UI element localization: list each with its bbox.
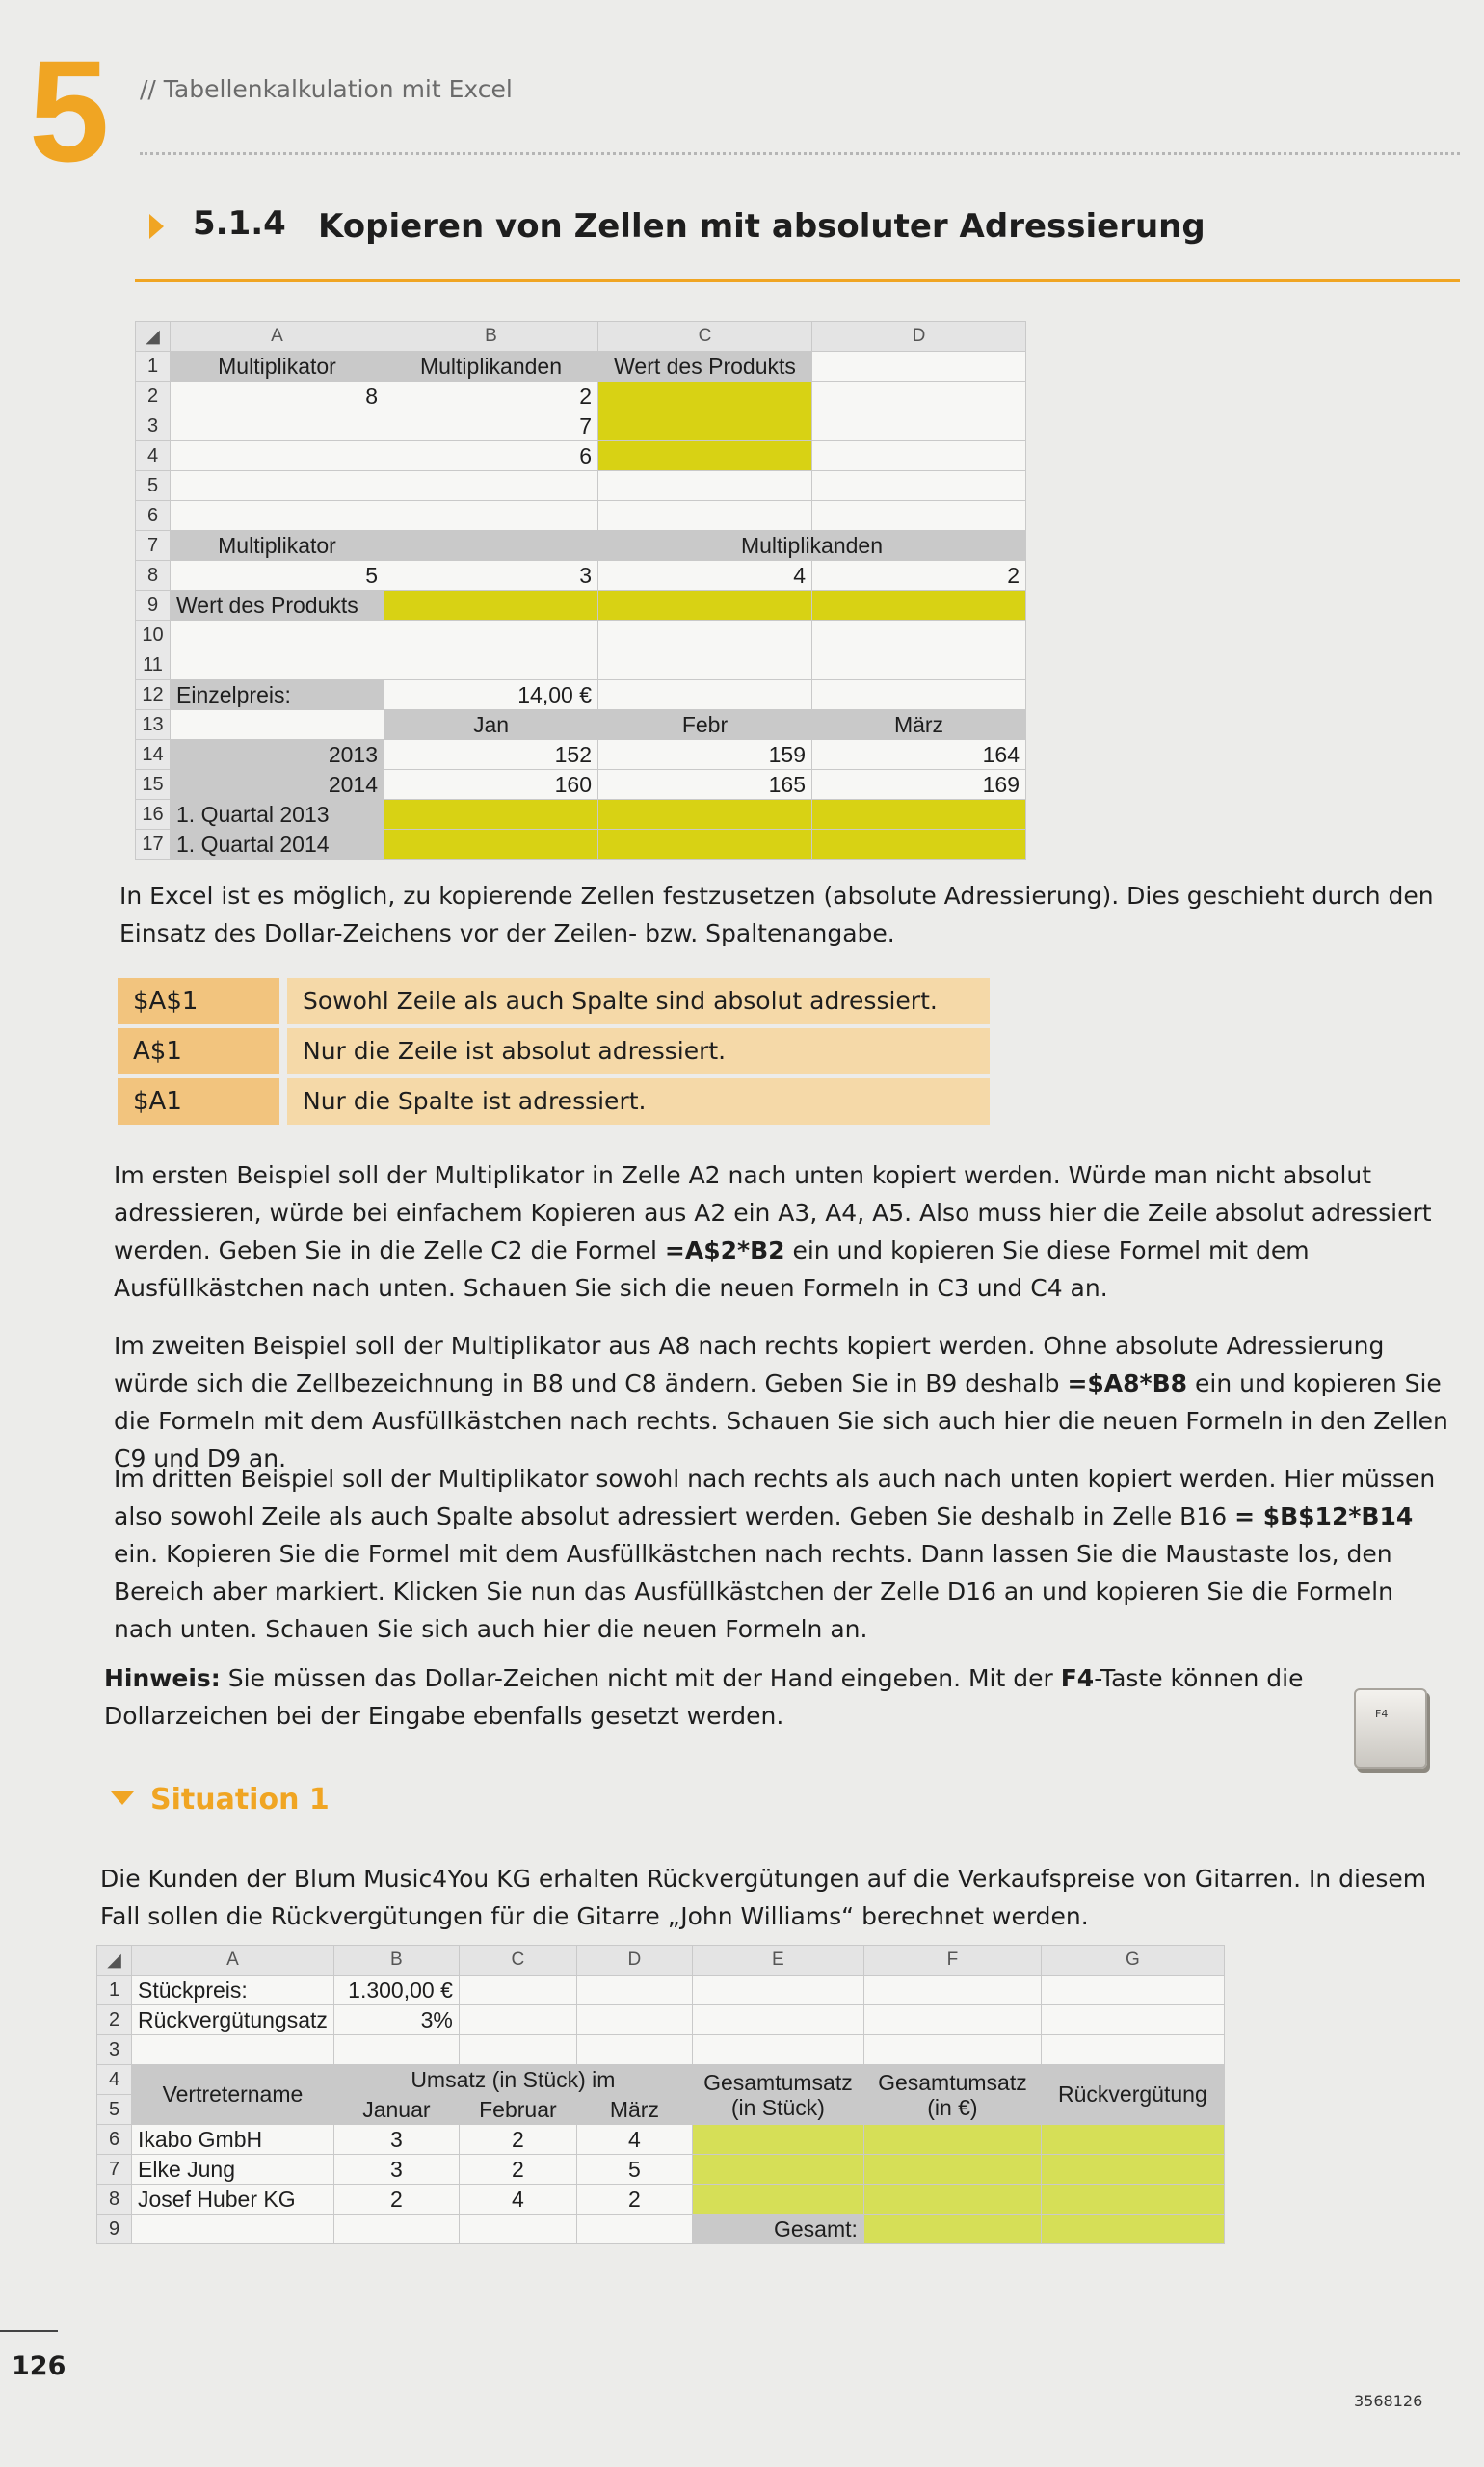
header-maerz: März [576, 2095, 692, 2125]
cell-d4 [812, 441, 1026, 471]
cell [459, 1976, 576, 2005]
cell [384, 501, 598, 531]
addressing-key: A$1 [118, 1028, 279, 1074]
row-header: 3 [97, 2035, 132, 2065]
table-row [97, 1976, 1225, 2005]
corner-cell: ◢ [97, 1946, 132, 1976]
paragraph-text: Im dritten Beispiel soll der Multiplikator sowohl nach rechts als auch nach unten kopiert werden. Hier müssen also sowohl Zeile als auch Spalte absolut adressiert werden. Geben Sie deshalb in Zelle B16 [114, 1465, 1436, 1530]
cell-maerz: 2 [576, 2185, 692, 2215]
cell [812, 501, 1026, 531]
formula: =$A8*B8 [1067, 1369, 1188, 1397]
paragraph-text: ein und kopieren Sie diese Formel mit dem Ausfüllkästchen nach unten. Schauen Sie sich die neuen Formeln in C3 und C4 an. [114, 1236, 1310, 1302]
table-row [136, 411, 1026, 441]
table-row [136, 561, 1026, 591]
cell [132, 2035, 334, 2065]
cell-b4: 6 [384, 441, 598, 471]
section-arrow-icon [149, 214, 164, 239]
column-header: C [459, 1946, 576, 1976]
cell-b16 [384, 800, 598, 830]
table-row [136, 800, 1026, 830]
row-header: 2 [97, 2005, 132, 2035]
cell-result [692, 2155, 863, 2185]
cell-b15: 160 [384, 770, 598, 800]
cell [333, 2215, 459, 2244]
addressing-description: Nur die Zeile ist absolut adressiert. [287, 1028, 990, 1074]
header-gesamt-euro: Gesamtumsatz (in €) [863, 2065, 1041, 2125]
table-row [97, 2065, 1225, 2095]
row-header: 8 [97, 2185, 132, 2215]
cell-result [692, 2185, 863, 2215]
row-header: 14 [136, 740, 171, 770]
cell-a17: 1. Quartal 2014 [171, 830, 384, 860]
cell [171, 710, 384, 740]
cell [384, 621, 598, 650]
cell-c1: Wert des Produkts [598, 352, 812, 382]
cell-b9 [384, 591, 598, 621]
section-number: 5.1.4 [193, 204, 286, 243]
cell-result [1041, 2125, 1224, 2155]
cell-a15: 2014 [171, 770, 384, 800]
vertreter-name: Ikabo GmbH [132, 2125, 334, 2155]
cell-d3 [812, 411, 1026, 441]
column-header-row [97, 1946, 1225, 1976]
table-row [97, 2155, 1225, 2185]
addressing-key: $A$1 [118, 978, 279, 1024]
breadcrumb: // Tabellenkalkulation mit Excel [140, 75, 513, 103]
cell-maerz: 5 [576, 2155, 692, 2185]
section-title: Kopieren von Zellen mit absoluter Adressierung [318, 207, 1206, 246]
cell-d16 [812, 800, 1026, 830]
addressing-row [118, 978, 990, 1024]
cell-result [863, 2185, 1041, 2215]
cell-b17 [384, 830, 598, 860]
column-header-row [136, 322, 1026, 352]
situation-title: Situation 1 [150, 1783, 330, 1817]
cell-a1: Stückpreis: [132, 1976, 334, 2005]
table-row [136, 710, 1026, 740]
cell-d14: 164 [812, 740, 1026, 770]
cell-a3 [171, 411, 384, 441]
cell-c14: 159 [598, 740, 812, 770]
row-header: 10 [136, 621, 171, 650]
cell [598, 621, 812, 650]
cell-result [863, 2125, 1041, 2155]
cell-c16 [598, 800, 812, 830]
cell-d1 [812, 352, 1026, 382]
cell [812, 621, 1026, 650]
paragraph-text: Sie müssen das Dollar-Zeichen nicht mit der Hand eingeben. Mit der [220, 1664, 1061, 1692]
cell-c4 [598, 441, 812, 471]
table-row [136, 441, 1026, 471]
table-row [136, 382, 1026, 411]
table-row [136, 501, 1026, 531]
row-header: 9 [136, 591, 171, 621]
row-header: 7 [97, 2155, 132, 2185]
table-row [136, 352, 1026, 382]
cell [598, 680, 812, 710]
cell [576, 2215, 692, 2244]
table-row [136, 650, 1026, 680]
row-header: 3 [136, 411, 171, 441]
cell-januar: 3 [333, 2155, 459, 2185]
example-1-paragraph [114, 1156, 1458, 1307]
cell [459, 2005, 576, 2035]
cell [171, 650, 384, 680]
cell-b7 [384, 531, 598, 561]
hint-paragraph [104, 1659, 1309, 1735]
column-header: A [171, 322, 384, 352]
vertreter-name: Elke Jung [132, 2155, 334, 2185]
cell-januar: 2 [333, 2185, 459, 2215]
row-header: 1 [136, 352, 171, 382]
cell-gesamt-label: Gesamt: [692, 2215, 863, 2244]
row-header: 11 [136, 650, 171, 680]
cell [459, 2035, 576, 2065]
cell-d15: 169 [812, 770, 1026, 800]
column-header: G [1041, 1946, 1224, 1976]
cell-result [863, 2215, 1041, 2244]
cell-c7: Multiplikanden [598, 531, 1026, 561]
cell-maerz: 4 [576, 2125, 692, 2155]
cell-b8: 3 [384, 561, 598, 591]
cell-januar: 3 [333, 2125, 459, 2155]
cell-b2: 2 [384, 382, 598, 411]
cell-a2: 8 [171, 382, 384, 411]
header-divider [140, 152, 1460, 155]
row-header: 8 [136, 561, 171, 591]
cell [598, 650, 812, 680]
cell [171, 621, 384, 650]
cell-result [1041, 2185, 1224, 2215]
cell-a7: Multiplikator [171, 531, 384, 561]
cell-a2: Rückvergütungsatz [132, 2005, 334, 2035]
cell-a9: Wert des Produkts [171, 591, 384, 621]
row-header: 5 [136, 471, 171, 501]
cell-b1: Multiplikanden [384, 352, 598, 382]
f4-key-label: F4 [1375, 1708, 1389, 1720]
table-row [97, 2185, 1225, 2215]
cell-d2 [812, 382, 1026, 411]
addressing-description: Sowohl Zeile als auch Spalte sind absolut adressiert. [287, 978, 990, 1024]
cell-b3: 7 [384, 411, 598, 441]
addressing-row [118, 1028, 990, 1074]
intro-paragraph: In Excel ist es möglich, zu kopierende Zellen festzusetzen (absolute Adressierung). Dies geschieht durch den Einsatz des Dollar-Zeichens vor der Zeilen- bzw. Spaltenangabe. [119, 882, 1434, 947]
formula: =A$2*B2 [664, 1236, 785, 1264]
cell-result [1041, 2215, 1224, 2244]
cell-a16: 1. Quartal 2013 [171, 800, 384, 830]
section-rule [135, 279, 1460, 282]
row-header: 17 [136, 830, 171, 860]
cell [576, 2035, 692, 2065]
column-header: B [333, 1946, 459, 1976]
cell [1041, 2035, 1224, 2065]
cell-d13: März [812, 710, 1026, 740]
column-header: D [812, 322, 1026, 352]
header-gesamt-stueck: Gesamtumsatz (in Stück) [692, 2065, 863, 2125]
cell [132, 2215, 334, 2244]
example-2-paragraph [114, 1327, 1458, 1477]
page-number: 126 [12, 2351, 66, 2381]
row-header: 13 [136, 710, 171, 740]
table-row [97, 2125, 1225, 2155]
column-header: E [692, 1946, 863, 1976]
addressing-description: Nur die Spalte ist adressiert. [287, 1078, 990, 1125]
row-header: 2 [136, 382, 171, 411]
header-januar: Januar [333, 2095, 459, 2125]
cell-a4 [171, 441, 384, 471]
row-header: 6 [97, 2125, 132, 2155]
addressing-row [118, 1078, 990, 1125]
cell [692, 1976, 863, 2005]
cell-c8: 4 [598, 561, 812, 591]
situation-intro: Die Kunden der Blum Music4You KG erhalten Rückvergütungen auf die Verkaufspreise von Gitarren. In diesem Fall sollen die Rückvergütungen für die Gitarre „John Williams“ berechnet werden. [100, 1865, 1427, 1930]
row-header: 7 [136, 531, 171, 561]
cell [812, 680, 1026, 710]
cell-a1: Multiplikator [171, 352, 384, 382]
key-name: F4 [1060, 1664, 1095, 1692]
row-header: 12 [136, 680, 171, 710]
spreadsheet-situation-1 [96, 1945, 1225, 2244]
header-umsatz: Umsatz (in Stück) im [333, 2065, 692, 2095]
column-header: C [598, 322, 812, 352]
cell-a14: 2013 [171, 740, 384, 770]
table-row [136, 531, 1026, 561]
cell [812, 650, 1026, 680]
cell [863, 1976, 1041, 2005]
cell-februar: 2 [459, 2155, 576, 2185]
table-row [136, 830, 1026, 860]
row-header: 15 [136, 770, 171, 800]
paragraph-text: ein und kopieren Sie die Formeln mit dem Ausfüllkästchen nach rechts. Schauen Sie sich auch hier die neuen Formeln in den Zellen C9 und D9 an. [114, 1369, 1448, 1472]
cell-c3 [598, 411, 812, 441]
cell-b13: Jan [384, 710, 598, 740]
cell [598, 471, 812, 501]
column-header: A [132, 1946, 334, 1976]
cell-b12: 14,00 € [384, 680, 598, 710]
table-row [136, 770, 1026, 800]
table-row [97, 2215, 1225, 2244]
cell [812, 471, 1026, 501]
row-header: 4 [136, 441, 171, 471]
cell [384, 471, 598, 501]
table-row [136, 680, 1026, 710]
addressing-key: $A1 [118, 1078, 279, 1125]
cell [171, 501, 384, 531]
table-row [136, 740, 1026, 770]
f4-key-icon [1354, 1688, 1427, 1769]
cell [459, 2215, 576, 2244]
cell [1041, 2005, 1224, 2035]
cell [171, 471, 384, 501]
document-id: 3568126 [1354, 2392, 1423, 2410]
paragraph-text: Im zweiten Beispiel soll der Multiplikator aus A8 nach rechts kopiert werden. Ohne absolute Adressierung würde sich die Zellbezeichnung in B8 und C8 ändern. Geben Sie in B9 deshalb [114, 1332, 1385, 1397]
cell [1041, 1976, 1224, 2005]
formula: = $B$12*B14 [1234, 1502, 1414, 1530]
table-row [136, 591, 1026, 621]
cell-b1: 1.300,00 € [333, 1976, 459, 2005]
footer-rule [0, 2330, 58, 2332]
cell [598, 501, 812, 531]
table-row [136, 471, 1026, 501]
example-3-paragraph [114, 1460, 1458, 1648]
header-vertretername: Vertretername [132, 2065, 334, 2125]
cell-result [692, 2125, 863, 2155]
cell-b2: 3% [333, 2005, 459, 2035]
paragraph-text: -Taste können die Dollarzeichen bei der Eingabe ebenfalls gesetzt werden. [104, 1664, 1304, 1730]
cell [384, 650, 598, 680]
spreadsheet-example-1 [135, 321, 1026, 860]
paragraph-text: Im ersten Beispiel soll der Multiplikator in Zelle A2 nach unten kopiert werden. Würde man nicht absolut adressieren, würde bei einfachem Kopieren aus A2 ein A3, A4, A5. Also muss hier die Zeile absolut adressiert werden. Geben Sie in die Zelle C2 die Formel [114, 1161, 1432, 1264]
cell-c17 [598, 830, 812, 860]
cell [692, 2035, 863, 2065]
cell-b14: 152 [384, 740, 598, 770]
row-header: 4 [97, 2065, 132, 2095]
cell-d8: 2 [812, 561, 1026, 591]
cell-c2 [598, 382, 812, 411]
cell-c15: 165 [598, 770, 812, 800]
vertreter-name: Josef Huber KG [132, 2185, 334, 2215]
cell [863, 2005, 1041, 2035]
header-rueckverguetung: Rückvergütung [1041, 2065, 1224, 2125]
cell-d17 [812, 830, 1026, 860]
cell [333, 2035, 459, 2065]
cell [863, 2035, 1041, 2065]
cell-a12: Einzelpreis: [171, 680, 384, 710]
row-header: 16 [136, 800, 171, 830]
cell-c9 [598, 591, 812, 621]
cell-result [863, 2155, 1041, 2185]
column-header: F [863, 1946, 1041, 1976]
cell-d9 [812, 591, 1026, 621]
column-header: D [576, 1946, 692, 1976]
hint-label: Hinweis: [104, 1664, 221, 1692]
cell-februar: 4 [459, 2185, 576, 2215]
cell-a8: 5 [171, 561, 384, 591]
table-row [97, 2005, 1225, 2035]
cell [576, 2005, 692, 2035]
row-header: 6 [136, 501, 171, 531]
row-header: 1 [97, 1976, 132, 2005]
cell [692, 2005, 863, 2035]
row-header: 5 [97, 2095, 132, 2125]
situation-arrow-icon [111, 1791, 134, 1805]
cell-c13: Febr [598, 710, 812, 740]
table-row [136, 621, 1026, 650]
chapter-number: 5 [29, 30, 110, 192]
corner-cell: ◢ [136, 322, 171, 352]
header-februar: Februar [459, 2095, 576, 2125]
column-header: B [384, 322, 598, 352]
paragraph-text: ein. Kopieren Sie die Formel mit dem Ausfüllkästchen nach rechts. Dann lassen Sie die Maustaste los, den Bereich aber markiert. Klicken Sie nun das Ausfüllkästchen der Zelle D16 an und kopieren Sie die Formeln nach unten. Schauen Sie sich auch hier die neuen Formeln an. [114, 1540, 1393, 1643]
table-row [97, 2035, 1225, 2065]
row-header: 9 [97, 2215, 132, 2244]
cell-result [1041, 2155, 1224, 2185]
cell-februar: 2 [459, 2125, 576, 2155]
cell [576, 1976, 692, 2005]
